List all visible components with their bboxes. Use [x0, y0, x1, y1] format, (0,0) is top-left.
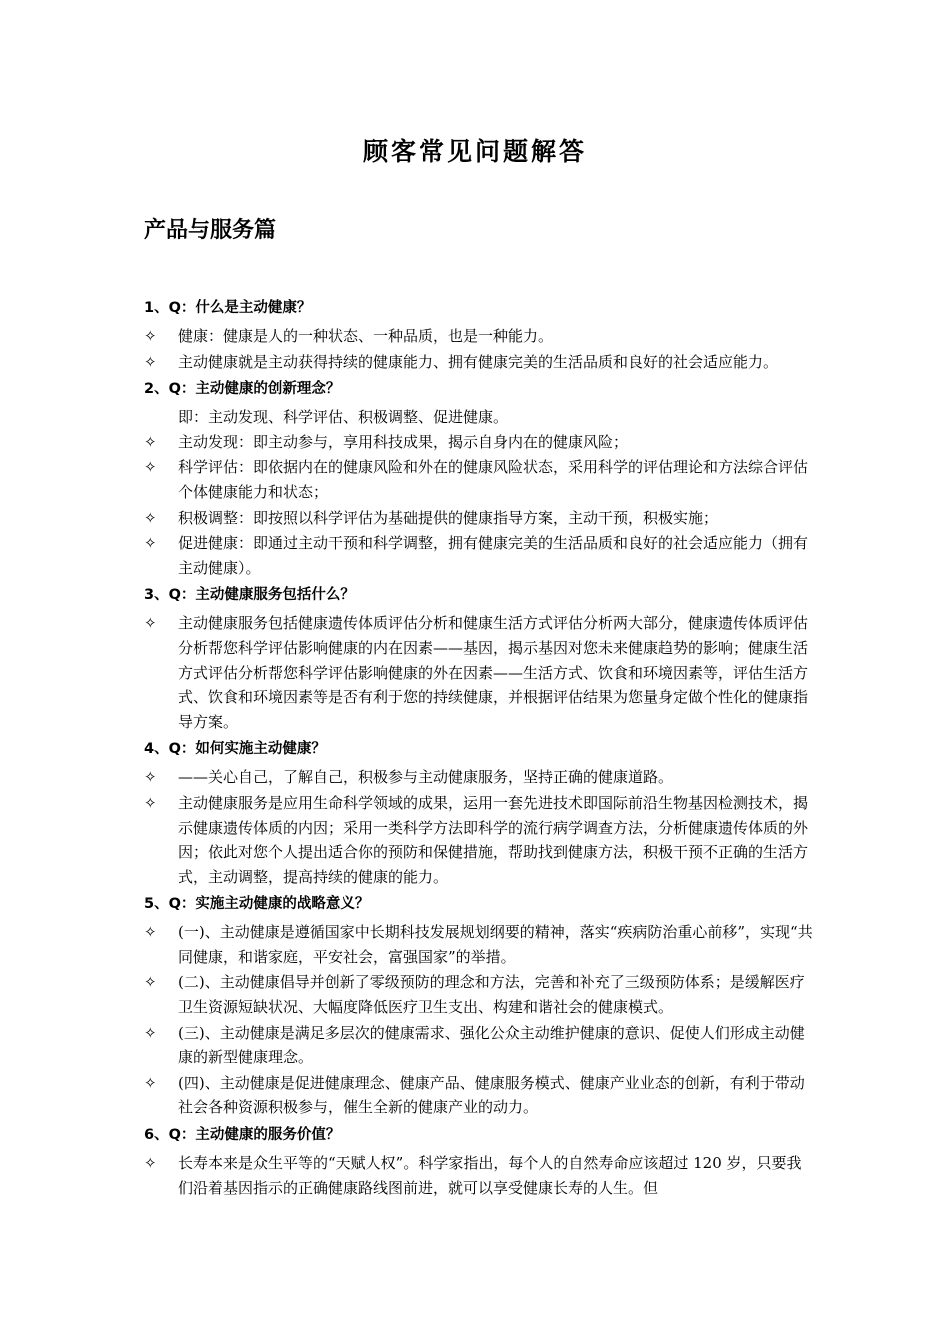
answer-bullet — [144, 970, 814, 1019]
question-heading: 1、Q：什么是主动健康？ — [144, 300, 312, 316]
diamond-bullet-icon: ✧ — [144, 458, 157, 477]
answer-text: 促进健康：即通过主动干预和科学调整，拥有健康完美的生活品质和良好的社会适应能力（拥有主动健康）。 — [178, 534, 809, 577]
diamond-bullet-icon: ✧ — [144, 768, 157, 787]
answer-bullet — [144, 791, 814, 889]
answer-bullet — [144, 920, 814, 969]
answer-text: 健康：健康是人的一种状态、一种品质，也是一种能力。 — [178, 327, 554, 345]
diamond-bullet-icon: ✧ — [144, 352, 157, 371]
answer-bullet — [144, 611, 814, 734]
section-title: 产品与服务篇 — [144, 218, 277, 243]
answer-bullet — [144, 1071, 814, 1120]
answer-text: 主动健康服务是应用生命科学领域的成果，运用一套先进技术即国际前沿生物基因检测技术，揭示健康遗传体质的内因；采用一类科学方法即科学的流行病学调查方法，分析健康遗传体质的外因；依此对您个人提出适合你的预防和保健措施，帮助找到健康方法，积极干预不正确的生活方式，主动调整，提高持续的健康的能力。 — [178, 793, 809, 886]
answer-intro: 即：主动发现、科学评估、积极调整、促进健康。 — [178, 408, 509, 427]
answer-bullet — [144, 765, 814, 790]
diamond-bullet-icon: ✧ — [144, 1023, 157, 1042]
question-heading: 5、Q：实施主动健康的战略意义？ — [144, 896, 370, 913]
diamond-bullet-icon: ✧ — [144, 534, 157, 553]
answer-text: (三)、主动健康是满足多层次的健康需求、强化公众主动维护健康的意识、促使人们形成主动健康的新型健康理念。 — [178, 1023, 805, 1067]
diamond-bullet-icon: ✧ — [144, 327, 157, 345]
answer-text: 主动健康服务包括健康遗传体质评估分析和健康生活方式评估分析两大部分，健康遗传体质评估分析帮您科学评估影响健康的内在因素——基因，揭示基因对您未来健康趋势的影响；健康生活方式评估分析帮您科学评估影响健康的外在因素——生活方式、饮食和环境因素等，评估生活方式、饮食和环境因素等是否有利于您的持续健康，并根据评估结果为您量身定做个性化的健康指导方案。 — [178, 614, 809, 731]
answer-bullet — [144, 350, 814, 375]
diamond-bullet-icon: ✧ — [144, 1154, 157, 1173]
answer-bullet — [144, 1021, 814, 1070]
answer-text: 主动健康就是主动获得持续的健康能力、拥有健康完美的生活品质和良好的社会适应能力。 — [178, 352, 779, 371]
answer-bullet — [144, 430, 814, 455]
answer-text: 科学评估：即依据内在的健康风险和外在的健康风险状态，采用科学的评估理论和方法综合评估个体健康能力和状态； — [178, 458, 809, 501]
qa-content — [144, 293, 814, 1201]
diamond-bullet-icon: ✧ — [144, 1073, 157, 1092]
answer-text: (二)、主动健康倡导并创新了零级预防的理念和方法，完善和补充了三级预防体系；是缓解医疗卫生资源短缺状况、大幅度降低医疗卫生支出、构建和谐社会的健康模式。 — [178, 973, 805, 1017]
answer-text: (四)、主动健康是促进健康理念、健康产品、健康服务模式、健康产业业态的创新，有利于带动社会各种资源积极参与，催生全新的健康产业的动力。 — [178, 1073, 805, 1117]
answer-bullet — [144, 531, 814, 580]
question-heading: 3、Q：主动健康服务包括什么？ — [144, 587, 355, 604]
answer-bullet — [144, 506, 814, 531]
diamond-bullet-icon: ✧ — [144, 432, 157, 451]
question-heading: 6、Q：主动健康的服务价值？ — [144, 1127, 341, 1144]
diamond-bullet-icon: ✧ — [144, 973, 157, 992]
document-title: 顾客常见问题解答 — [362, 137, 587, 166]
answer-text: 积极调整：即按照以科学评估为基础提供的健康指导方案，主动干预，积极实施； — [178, 508, 719, 527]
answer-text: 主动发现：即主动参与，享用科技成果，揭示自身内在的健康风险； — [178, 432, 629, 451]
answer-bullet — [144, 324, 814, 349]
question-heading: 2、Q：主动健康的创新理念？ — [144, 381, 341, 398]
diamond-bullet-icon: ✧ — [144, 793, 157, 812]
question-heading: 4、Q：如何实施主动健康？ — [144, 741, 326, 758]
diamond-bullet-icon: ✧ — [144, 923, 157, 942]
diamond-bullet-icon: ✧ — [144, 508, 157, 527]
answer-bullet — [144, 1151, 814, 1200]
answer-text: 长寿本来是众生平等的“天赋人权”。科学家指出，每个人的自然寿命应该超过 120 岁，只要我们沿着基因指示的正确健康路线图前进，就可以享受健康长寿的人生。但 — [178, 1154, 802, 1197]
answer-text: (一)、主动健康是遵循国家中长期科技发展规划纲要的精神，落实“疾病防治重心前移”，实现“共同健康，和谐家庭，平安社会，富强国家”的举措。 — [178, 923, 813, 966]
answer-text: ——关心自己，了解自己，积极参与主动健康服务，坚持正确的健康道路。 — [178, 768, 674, 787]
answer-bullet — [144, 455, 814, 504]
diamond-bullet-icon: ✧ — [144, 614, 157, 633]
